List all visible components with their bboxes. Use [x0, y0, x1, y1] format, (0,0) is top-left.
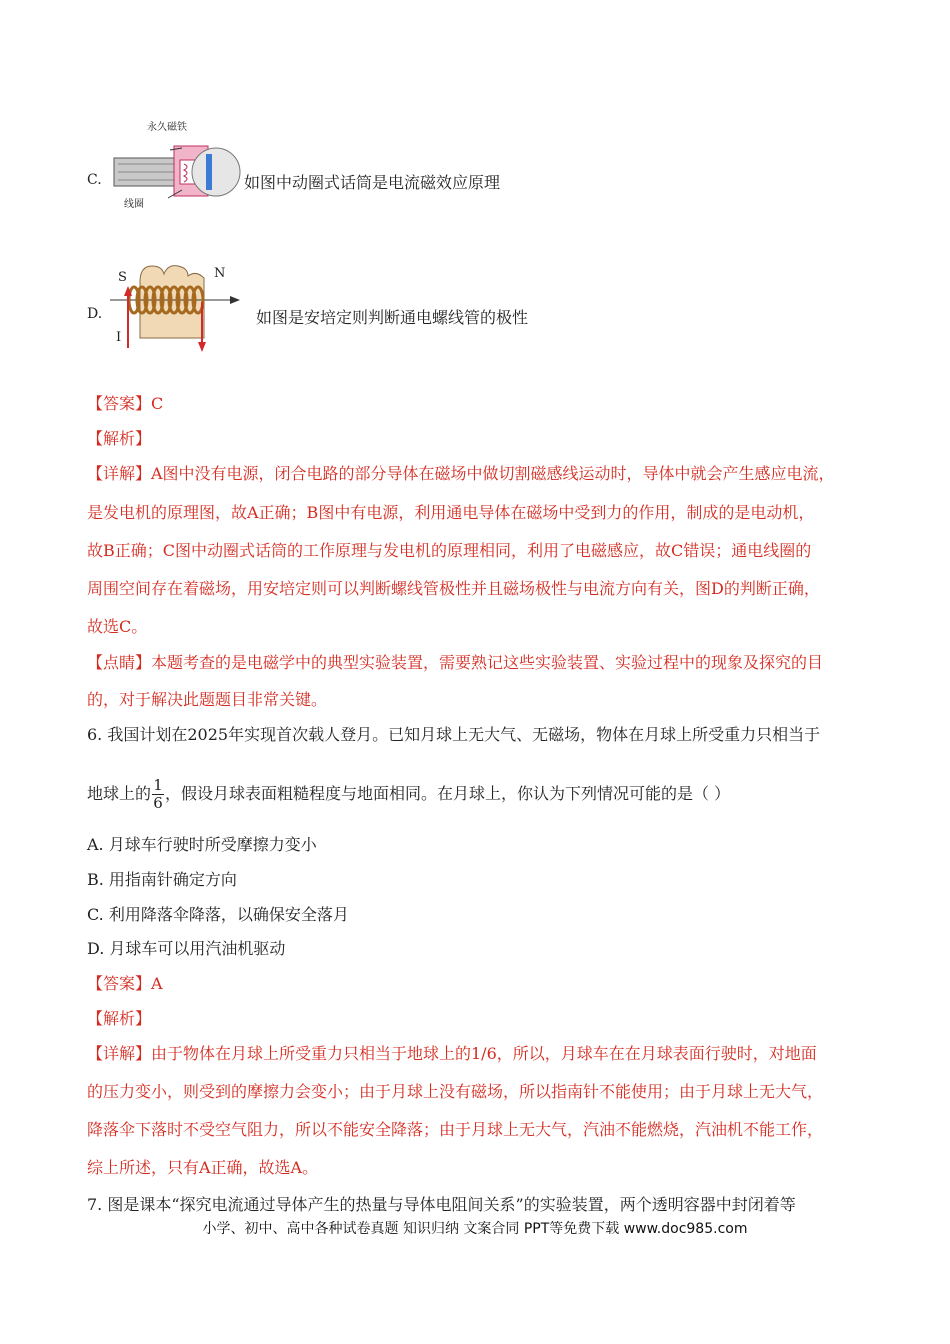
q5-detail-line: 【详解】A图中没有电源，闭合电路的部分导体在磁场中做切割磁感线运动时，导体中就会产生感应电流， [87, 464, 835, 483]
current-label: I [116, 330, 122, 345]
magnet-label: 永久磁铁 [147, 122, 187, 133]
option-d-letter: D. [87, 306, 103, 322]
south-label: S [118, 270, 127, 285]
fraction-denominator: 6 [153, 794, 163, 812]
q5-detail-line: 是发电机的原理图，故A正确；B图中有电源，利用通电导体在磁场中受到力的作用，制成的是电动机， [87, 503, 815, 522]
q5-analysis-heading: 【解析】 [87, 429, 152, 448]
coil-label: 线圈 [124, 199, 144, 210]
q5-detail-line: 故B正确；C图中动圈式话筒的工作原理与发电机的原理相同，利用了电磁感应，故C错误；通电线圈的 [87, 541, 812, 560]
q6-option-c: C. 利用降落伞降落，以确保安全落月 [87, 905, 349, 924]
page-footer: 小学、初中、高中各种试卷真题 知识归纳 文案合同 PPT等免费下载 www.doc985.com [202, 1221, 748, 1237]
option-c-text: 如图中动圈式话筒是电流磁效应原理 [244, 173, 501, 192]
q6-answer: 【答案】A [87, 974, 163, 993]
q6-stem-post: ，假设月球表面粗糙程度与地面相同。在月球上，你认为下列情况可能的是（ ） [165, 784, 731, 803]
q6-option-d: D. 月球车可以用汽油机驱动 [87, 939, 286, 958]
q6-stem-line2 [87, 778, 730, 811]
q5-comment-line: 【点睛】本题考查的是电磁学中的典型实验装置，需要熟记这些实验装置、实验过程中的现象及探究的目 [87, 653, 824, 672]
ampere-rule-figure [110, 262, 255, 352]
q6-option-b: B. 用指南针确定方向 [87, 870, 237, 889]
q6-stem-pre: 地球上的 [87, 784, 152, 803]
q6-detail-line: 降落伞下落时不受空气阻力，所以不能安全降落；由于月球上无大气，汽油不能燃烧，汽油机不能工作， [87, 1120, 824, 1139]
option-d-text: 如图是安培定则判断通电螺线管的极性 [256, 308, 529, 327]
option-c-letter: C. [87, 172, 102, 188]
fraction-numerator: 1 [153, 776, 163, 794]
q5-detail-line: 周围空间存在着磁场，用安培定则可以判断螺线管极性并且磁场极性与电流方向有关，图D的判断正确， [87, 579, 820, 598]
q6-option-a: A. 月球车行驶时所受摩擦力变小 [87, 835, 317, 854]
north-label: N [214, 266, 226, 281]
q5-comment-line: 的，对于解决此题题目非常关键。 [87, 690, 328, 709]
q5-answer: 【答案】C [87, 394, 164, 413]
q6-detail-line: 综上所述，只有A正确，故选A。 [87, 1158, 319, 1177]
q6-stem-line1: 6. 我国计划在2025年实现首次载人登月。已知月球上无大气、无磁场，物体在月球上所受重力只相当于 [87, 725, 821, 744]
q5-detail-line: 故选C。 [87, 617, 148, 636]
q6-analysis-heading: 【解析】 [87, 1009, 152, 1028]
q6-detail-line: 的压力变小，则受到的摩擦力会变小；由于月球上没有磁场，所以指南针不能使用；由于月球上无大气， [87, 1082, 824, 1101]
q6-detail-line: 【详解】由于物体在月球上所受重力只相当于地球上的1/6，所以，月球车在在月球表面行驶时，对地面 [87, 1044, 817, 1063]
q7-stem-line1: 7. 图是课本“探究电流通过导体产生的热量与导体电阻间关系”的实验装置，两个透明容器中封闭着等 [87, 1195, 796, 1214]
fraction [152, 778, 164, 811]
